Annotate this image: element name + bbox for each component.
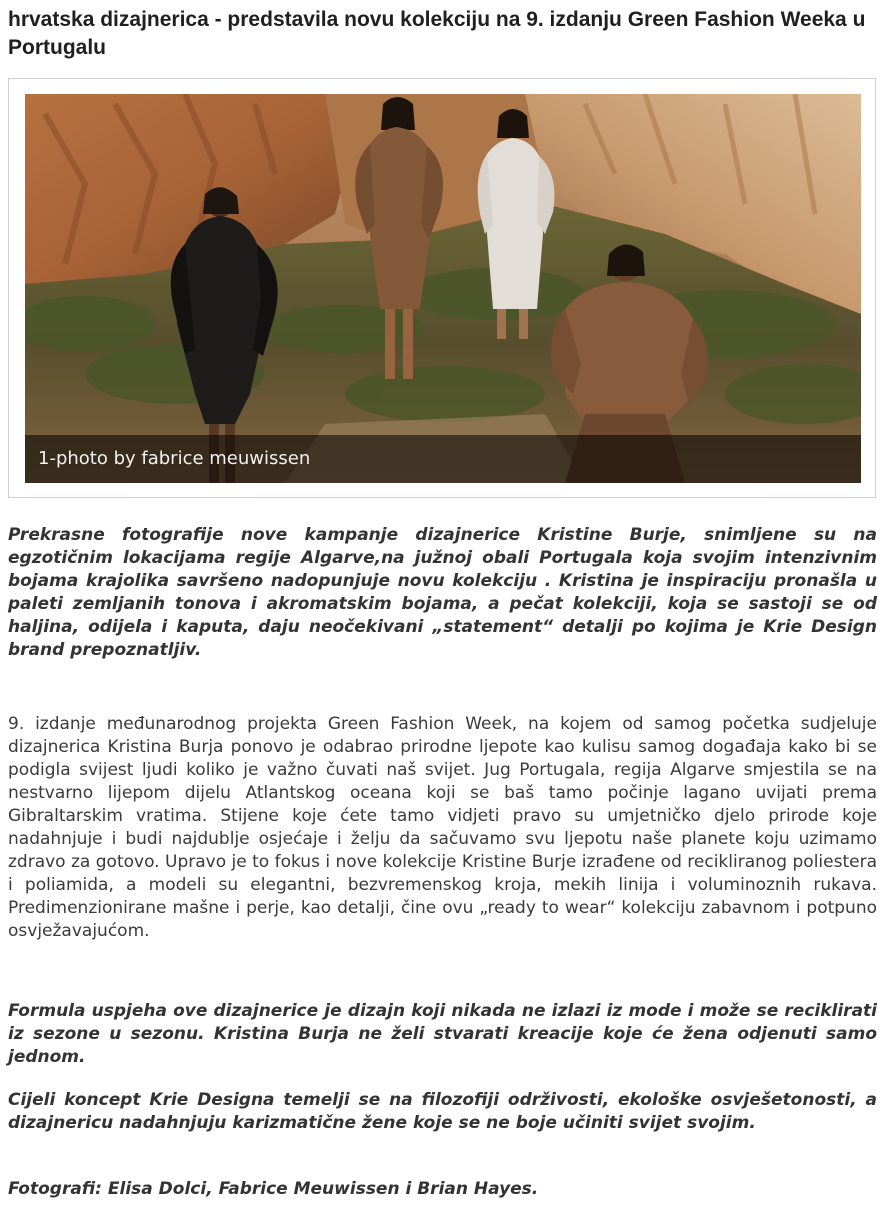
paragraph-photographers: Fotografi: Elisa Dolci, Fabrice Meuwissen i Brian Hayes. (8, 1179, 539, 1199)
photo-caption-bar (25, 435, 861, 483)
paragraph-concept: Cijeli koncept Krie Designa temelji se na filozofiji održivosti, ekološke osvješetonosti, a dizajnericu nadahnjuju karizmatične žene koje se ne boje učiniti svijet svojim. (8, 1090, 877, 1133)
photo-frame (8, 78, 876, 498)
photo-caption: 1-photo by fabrice meuwissen (38, 448, 311, 469)
paragraph-formula: Formula uspjeha ove dizajnerice je dizajn koji nikada ne izlazi iz mode i može se reciklirati iz sezone u sezonu. Kristina Burja ne želi stvarati kreacije koje će žena odjenuti samo jednom. (8, 1001, 877, 1067)
fashion-campaign-photo[interactable] (25, 94, 861, 483)
paragraph-green-fashion-week: 9. izdanje međunarodnog projekta Green Fashion Week, na kojem od samog početka sudjeluje dizajnerica Kristina Burja ponovo je odabrao prirodne ljepote kao kulisu samog događaja kako bi se podigla svijest ljudi koliko je važno čuvati naš svijet. Jug Portugala, regija Algarve smjestila se na nestvarno lijepom dijelu Atlantskog oceana koji se baš tamo počinje lagano uvijati prema Gibraltarskim vratima. Stijene koje ćete tamo vidjeti pravo su umjetničko djelo prirode koje nadahnjuje i budi najdublje osjećaje i želju da sačuvamo svu ljepotu naše planete koju uzimamo zdravo za gotovo. Upravo je to fokus i nove kolekcije Kristine Burje izrađene od recikliranog poliestera i poliamida, a modeli su elegantni, bezvremenskog kroja, mekih linija i voluminoznih rukava. Predimenzionirane mašne i perje, kao detalji, čine ovu „ready to wear“ kolekciju zabavnom i potpuno osvježavajućom. (8, 714, 877, 941)
paragraph-intro: Prekrasne fotografije nove kampanje dizajnerice Kristine Burje, snimljene su na egzotičnim lokacijama regije Algarve,na južnoj obali Portugala koja svojim intenzivnim bojama krajolika savršeno nadopunjuje novu kolekciju . Kristina je inspiraciju pronašla u paleti zemljanih tonova i akromatskim bojama, a pečat kolekciji, koja se sastoji se od haljina, odijela i kaputa, daju neočekivani „statement“ detalji po kojima je Krie Design brand prepoznatljiv. (8, 525, 877, 660)
desert-landscape-models-image (25, 94, 861, 483)
article-title: hrvatska dizajnerica - predstavila novu kolekciju na 9. izdanju Green Fashion Weeka u Portugalu (8, 8, 866, 59)
